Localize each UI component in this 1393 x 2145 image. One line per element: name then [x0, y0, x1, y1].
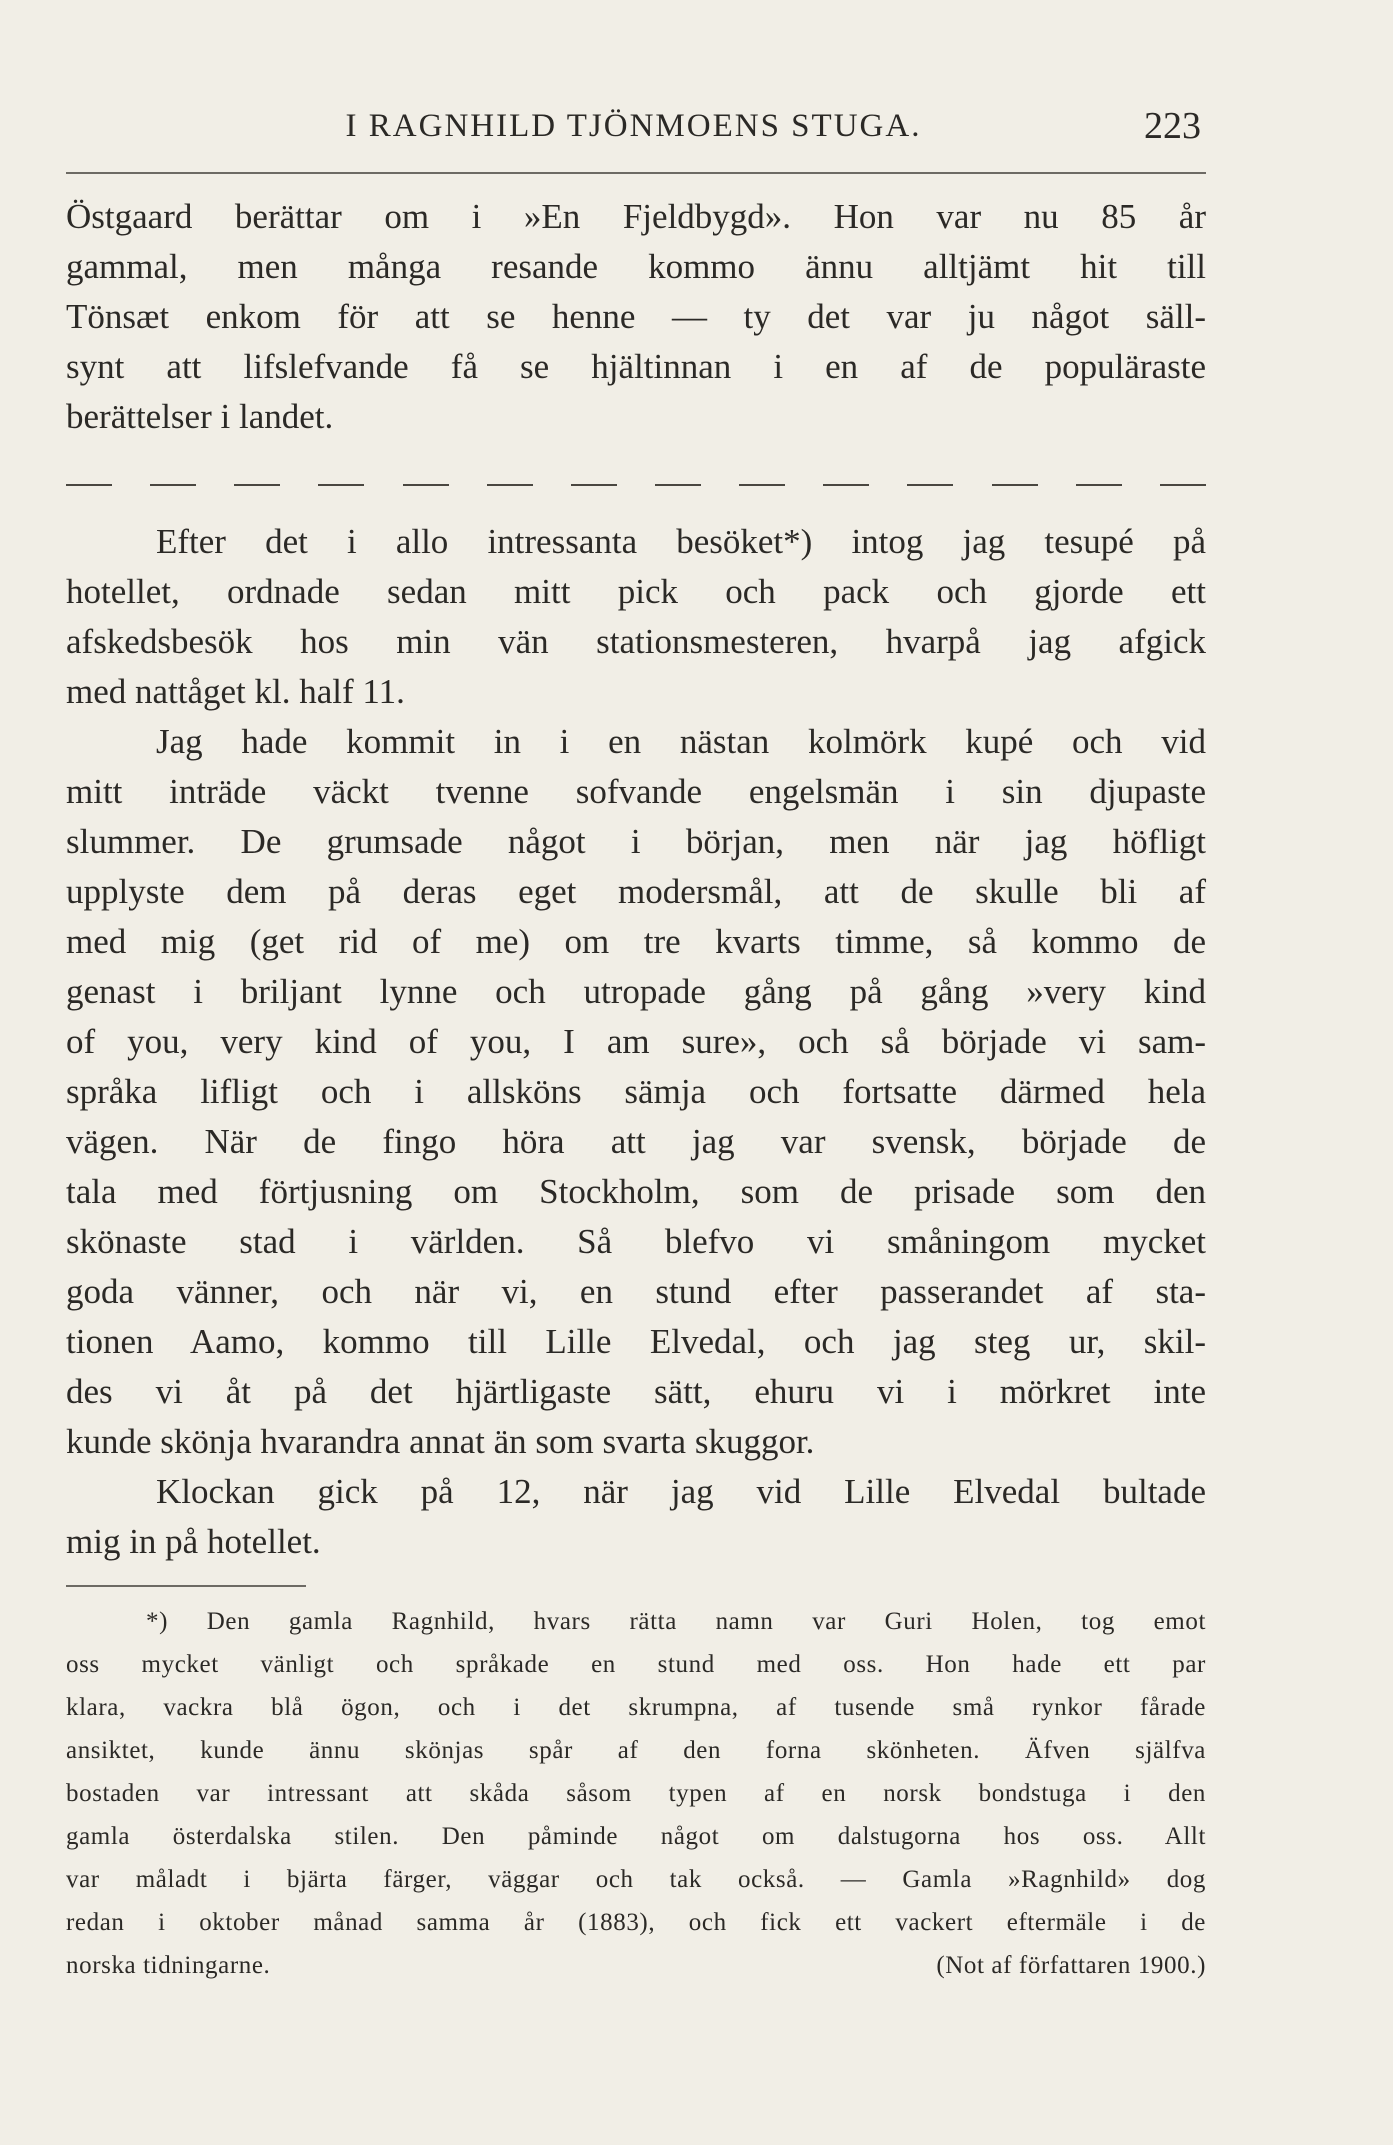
text-line: synt att lifslefvande få se hjältinnan i en af de populäraste: [66, 347, 1206, 386]
text-line: Jag hade kommit in i en nästan kolmörk kupé och vid: [156, 722, 1206, 761]
paragraph-4: [66, 1467, 1206, 1567]
text-line: Tönsæt enkom för att se henne — ty det var ju något säll-: [66, 297, 1206, 336]
text-line: afskedsbesök hos min vän stationsmesteren, hvarpå jag afgick: [66, 622, 1206, 661]
text-line: vägen. När de fingo höra att jag var svensk, började de: [66, 1122, 1206, 1161]
text-line: med mig (get rid of me) om tre kvarts timme, så kommo de: [66, 922, 1206, 961]
paragraph-2: [66, 517, 1206, 717]
text-line: of you, very kind of you, I am sure», och så började vi sam-: [66, 1022, 1206, 1061]
text-line: berättelser i landet.: [66, 397, 334, 436]
text-line: språka lifligt och i allsköns sämja och fortsatte därmed hela: [66, 1072, 1206, 1111]
footnote-last-left: norska tidningarne.: [66, 1952, 271, 1979]
footnote-line: redan i oktober månad samma år (1883), och fick ett vackert eftermäle i de: [66, 1909, 1206, 1936]
dash: [150, 484, 196, 486]
text-line: mig in på hotellet.: [66, 1522, 321, 1561]
footnote-line: gamla österdalska stilen. Den påminde något om dalstugorna hos oss. Allt: [66, 1823, 1206, 1850]
text-line: med nattåget kl. half 11.: [66, 672, 405, 711]
footnote-signature: (Not af författaren 1900.): [936, 1952, 1206, 1979]
footnote: [66, 1600, 1206, 1987]
text-line: tala med förtjusning om Stockholm, som de prisade som den: [66, 1172, 1206, 1211]
footnote-line: bostaden var intressant att skåda såsom typen af en norsk bondstuga i den: [66, 1780, 1206, 1807]
text-line: mitt inträde väckt tvenne sofvande engelsmän i sin djupaste: [66, 772, 1206, 811]
dash: [571, 484, 617, 486]
text-line: slummer. De grumsade något i början, men när jag höfligt: [66, 822, 1206, 861]
footnote-line: klara, vackra blå ögon, och i det skrumpna, af tusende små rynkor fårade: [66, 1694, 1206, 1721]
text-line: upplyste dem på deras eget modersmål, att de skulle bli af: [66, 872, 1206, 911]
dash: [403, 484, 449, 486]
text-line: Efter det i allo intressanta besöket*) intog jag tesupé på: [156, 522, 1206, 561]
text-line: kunde skönja hvarandra annat än som svarta skuggor.: [66, 1422, 815, 1461]
header-rule: [66, 172, 1206, 174]
dash: [739, 484, 785, 486]
footnote-last-line: [66, 1944, 1206, 1987]
text-line: hotellet, ordnade sedan mitt pick och pack och gjorde ett: [66, 572, 1206, 611]
dash: [66, 484, 112, 486]
text-line: genast i briljant lynne och utropade gång på gång »very kind: [66, 972, 1206, 1011]
dash: [992, 484, 1038, 486]
text-line: skönaste stad i världen. Så blefvo vi småningom mycket: [66, 1222, 1206, 1261]
dash: [487, 484, 533, 486]
text-line: gammal, men många resande kommo ännu alltjämt hit till: [66, 247, 1206, 286]
footnote-line: var måladt i bjärta färger, väggar och tak också. — Gamla »Ragnhild» dog: [66, 1866, 1206, 1893]
paragraph-1: [66, 192, 1206, 442]
dash: [823, 484, 869, 486]
footnote-line: *) Den gamla Ragnhild, hvars rätta namn var Guri Holen, tog emot: [146, 1608, 1206, 1635]
text-line: tionen Aamo, kommo till Lille Elvedal, och jag steg ur, skil-: [66, 1322, 1206, 1361]
section-break-dashes: [66, 470, 1206, 500]
footnote-rule: [66, 1585, 306, 1587]
running-head: [66, 100, 1201, 152]
footnote-line: oss mycket vänligt och språkade en stund med oss. Hon hade ett par: [66, 1651, 1206, 1678]
dash: [655, 484, 701, 486]
dash: [907, 484, 953, 486]
dash: [234, 484, 280, 486]
text-line: goda vänner, och när vi, en stund efter passerandet af sta-: [66, 1272, 1206, 1311]
text-line: Klockan gick på 12, när jag vid Lille Elvedal bultade: [156, 1472, 1206, 1511]
paragraph-3: [66, 717, 1206, 1467]
dash: [1160, 484, 1206, 486]
text-line: des vi åt på det hjärtligaste sätt, ehuru vi i mörkret inte: [66, 1372, 1206, 1411]
text-line: Östgaard berättar om i »En Fjeldbygd». Hon var nu 85 år: [66, 197, 1206, 236]
dash: [318, 484, 364, 486]
page-number: 223: [1144, 105, 1201, 147]
running-title: I RAGNHILD TJÖNMOENS STUGA.: [345, 108, 922, 144]
footnote-line: ansiktet, kunde ännu skönjas spår af den forna skönheten. Äfven själfva: [66, 1737, 1206, 1764]
dash: [1076, 484, 1122, 486]
